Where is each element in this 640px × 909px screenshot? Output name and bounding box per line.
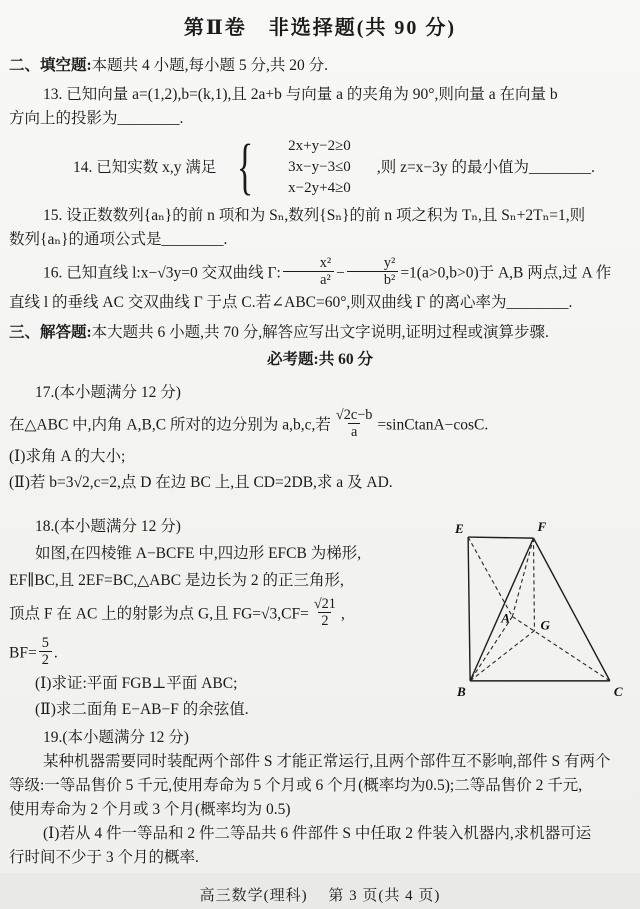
page-title: 第Ⅱ卷 非选择题(共 90 分) (183, 17, 457, 39)
fraction-sqrt2c-b-over-a: $\frac{√2c-b}{a}$ (335, 406, 373, 441)
problem-14-tail: ,则 z=x−3y 的最小值为________. (376, 158, 595, 176)
vertex-label-G: G (540, 617, 550, 633)
edge-EA-hidden (468, 537, 512, 616)
problem-16 (9, 257, 631, 315)
problem-15-line2: 数列{aₙ}的通项公式是________. (9, 231, 228, 249)
edge-EF (468, 537, 533, 538)
minus-sign: − (336, 264, 345, 282)
edge-FC (533, 538, 609, 681)
vertex-label-C: C (613, 683, 623, 699)
problem-19-q1b: 行时间不少于 3 个月的概率. (9, 849, 199, 867)
fraction-5-over-2: $\frac{5}{2}$ (39, 635, 52, 669)
problem-17 (9, 381, 631, 495)
required-part-heading: 必考题:共 60 分 (267, 350, 373, 368)
problem-15-line1: 15. 设正数数列{aₙ}的前 n 项和为 Sₙ,数列{Sₙ}的前 n 项之积为 Tₙ,且 Sₙ+2Tₙ=1,则 (43, 207, 586, 225)
section2-desc: 本题共 4 小题,每小题 5 分,共 20 分. (91, 57, 329, 74)
vertex-label-F: F (537, 518, 547, 534)
section2-heading (9, 54, 631, 78)
problem-19 (9, 726, 631, 870)
figure-pyramid (451, 517, 629, 703)
pyramid-svg (451, 517, 629, 703)
fraction-x2a2: $\frac{\text{x²}}{\text{a²}}$ (283, 255, 334, 289)
problem-17-head: 17.(本小题满分 12 分) (35, 383, 181, 401)
problem-13 (9, 83, 631, 131)
section3-label: 三、解答题: (9, 323, 92, 341)
problem-19-line1: 某种机器需要同时装配两个部件 S 才能正常运行,且两个部件互不影响,部件 S 有两个 (43, 753, 611, 771)
segment-GB-hidden (470, 630, 534, 680)
problem-18-line4b: . (53, 644, 58, 662)
fraction-sqrt21-over-2: $\frac{√21}{2}$ (313, 595, 336, 630)
problem-17-seg2: =sinCtanA−cosC. (377, 416, 489, 434)
inequality-2: 3x−y−3≤0 (288, 159, 351, 176)
vertex-label-A: A (501, 610, 511, 626)
problem-18-line1: 如图,在四棱锥 A−BCFE 中,四边形 EFCB 为梯形, (35, 544, 362, 562)
inequality-1: 2x+y−2≥0 (288, 138, 351, 155)
problem-18-line3a: 顶点 F 在 AC 上的射影为点 G,且 FG=√3,CF= (9, 605, 309, 623)
problem-18-line3b: , (340, 605, 345, 623)
problem-16-line2: 直线 l 的垂线 AC 交双曲线 Γ 于点 C.若∠ABC=60°,则双曲线 Γ 的离心率为________. (9, 293, 573, 311)
problem-17-seg1: 在△ABC 中,内角 A,B,C 所对的边分别为 a,b,c,若 (9, 416, 331, 434)
edge-AB-hidden (470, 616, 512, 680)
problem-19-line2: 等级:一等品售价 5 千元,使用寿命为 5 个月或 6 个月(概率均为0.5);二等品售价 2 千元, (9, 777, 583, 795)
section2-label: 二、填空题: (9, 57, 92, 74)
problem-16-line1 (9, 257, 631, 291)
problem-18-line4a: BF= (9, 644, 37, 662)
inequality-rows (262, 136, 351, 199)
problem-13-line1: 13. 已知向量 a=(1,2),b=(k,1),且 2a+b 与向量 a 的夹角为 90°,则向量 a 在向量 b (43, 86, 558, 104)
section3-heading (9, 321, 631, 345)
problem-16-seg2: =1(a>0,b>0)于 A,B 两点,过 A 作 (400, 264, 612, 282)
problem-13-line2: 方向上的投影为________. (9, 110, 184, 128)
edge-EB (468, 537, 470, 681)
problem-15 (9, 204, 631, 252)
edge-AC-hidden (512, 616, 610, 680)
fraction-y2b2: $\frac{\text{y²}}{\text{b²}}$ (347, 255, 398, 289)
problem-19-head: 19.(本小题满分 12 分) (43, 729, 189, 747)
inequality-3: x−2y+4≥0 (288, 180, 351, 197)
problem-18-q2: (Ⅱ)求二面角 E−AB−F 的余弦值. (35, 701, 249, 719)
problem-18-head: 18.(本小题满分 12 分) (35, 517, 181, 535)
inequality-system (216, 132, 351, 201)
left-brace: { (237, 132, 254, 201)
problem-14-lead: 14. 已知实数 x,y 满足 (73, 158, 217, 176)
problem-19-line3: 使用寿命为 2 个月或 3 个月(概率均为 0.5) (9, 801, 291, 819)
edge-FB (470, 538, 533, 681)
problem-18-line2: EF∥BC,且 2EF=BC,△ABC 是边长为 2 的正三角形, (9, 571, 344, 589)
segment-FG-hidden (533, 538, 534, 630)
problem-18 (9, 515, 631, 723)
problem-16-seg1: 16. 已知直线 l:x−√3y=0 交双曲线 Γ: (43, 264, 281, 282)
page-footer: 高三数学(理科) 第 3 页(共 4 页) (199, 888, 441, 905)
problem-17-q2: (Ⅱ)若 b=3√2,c=2,点 D 在边 BC 上,且 CD=2DB,求 a 及 AD. (9, 473, 393, 491)
problem-18-q1: (Ⅰ)求证:平面 FGB⊥平面 ABC; (35, 675, 238, 693)
vertex-label-E: E (455, 520, 464, 536)
problem-19-q1a: (Ⅰ)若从 4 件一等品和 2 件二等品共 6 件部件 S 中任取 2 件装入机器内,求机器可运 (43, 825, 592, 843)
section3-desc: 本大题共 6 小题,共 70 分,解答应写出文字说明,证明过程或演算步骤. (91, 323, 549, 341)
problem-14 (9, 132, 631, 201)
problem-17-q1: (Ⅰ)求角 A 的大小; (9, 447, 126, 465)
vertex-label-B: B (457, 683, 466, 699)
problem-17-statement (9, 406, 631, 443)
